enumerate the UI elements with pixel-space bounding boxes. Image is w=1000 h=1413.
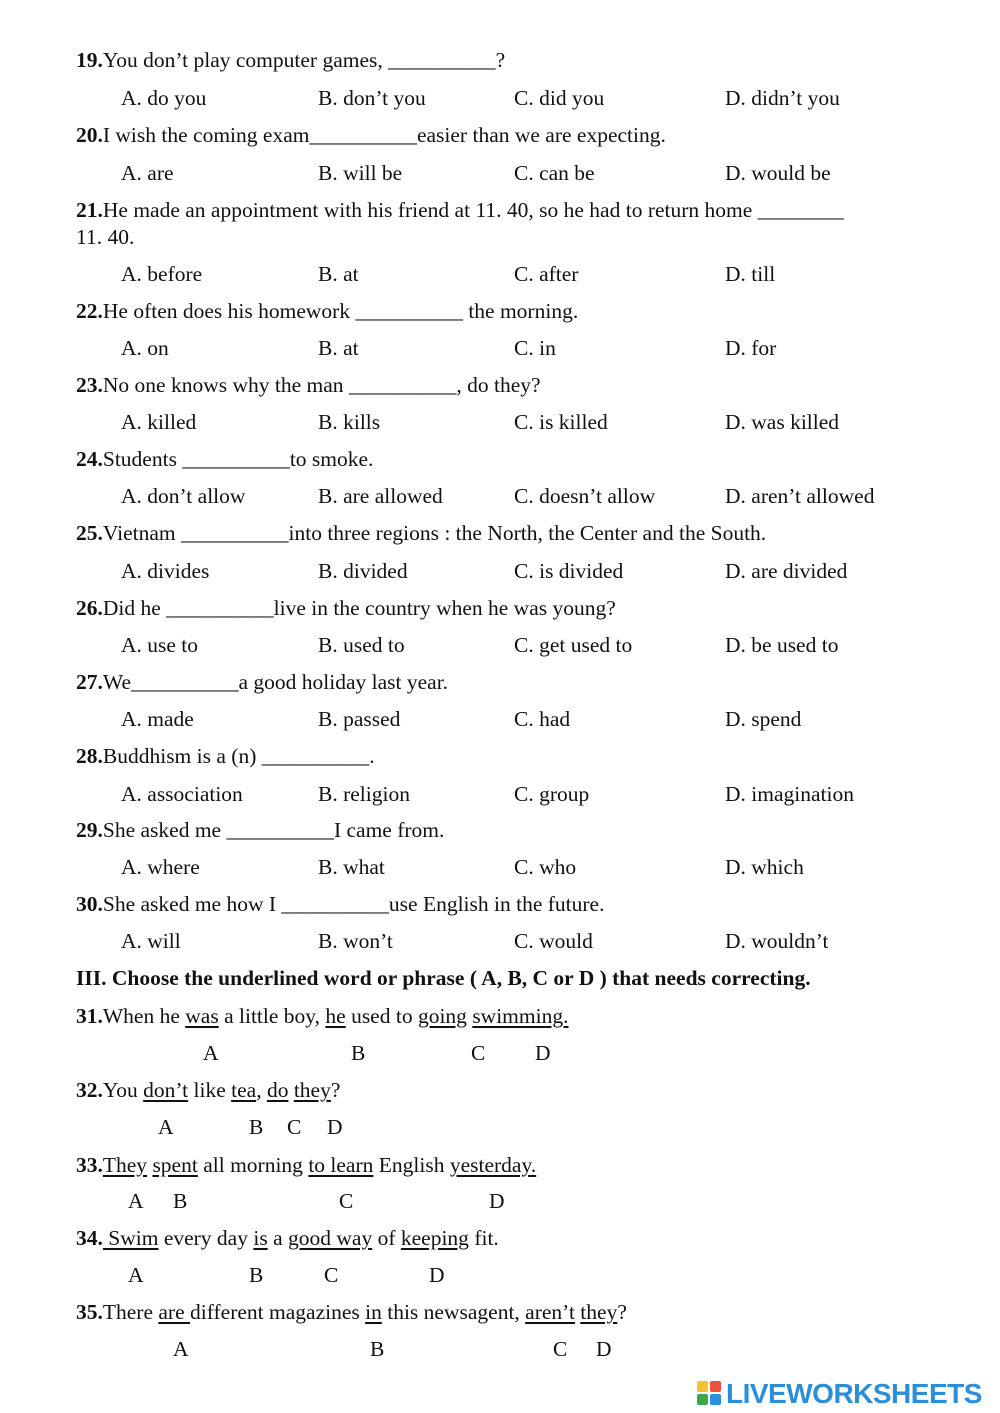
option-a[interactable]: A. use to xyxy=(121,633,199,657)
underlined-phrase[interactable]: in xyxy=(365,1300,382,1324)
underlined-phrase[interactable]: aren’t xyxy=(525,1300,575,1324)
question-21 xyxy=(76,198,844,223)
underlined-phrase[interactable]: swimming. xyxy=(472,1004,569,1028)
sentence-text: fit. xyxy=(468,1226,499,1250)
question-31 xyxy=(76,1004,568,1029)
question-34 xyxy=(76,1226,499,1251)
option-d[interactable]: D. wouldn’t xyxy=(725,929,829,953)
question-stem: We__________a good holiday last year. xyxy=(102,670,449,694)
option-a[interactable]: A. killed xyxy=(121,410,197,434)
label-b[interactable]: B xyxy=(173,1189,188,1213)
label-a[interactable]: A xyxy=(128,1263,144,1287)
label-b[interactable]: B xyxy=(351,1041,366,1065)
question-19 xyxy=(76,48,505,73)
underlined-phrase[interactable]: to learn xyxy=(308,1153,374,1177)
sentence-text: a little boy, xyxy=(218,1004,326,1028)
label-c[interactable]: C xyxy=(339,1189,354,1213)
question-sentence xyxy=(103,1300,627,1324)
option-c[interactable]: C. get used to xyxy=(514,633,633,657)
option-d[interactable]: D. be used to xyxy=(725,633,839,657)
sentence-text: used to xyxy=(345,1004,418,1028)
label-c[interactable]: C xyxy=(324,1263,339,1287)
question-number: 29. xyxy=(76,818,103,842)
question-stem: No one knows why the man __________, do they? xyxy=(102,373,541,397)
option-d[interactable]: D. for xyxy=(725,336,777,360)
question-stem: You don’t play computer games, __________? xyxy=(102,48,506,72)
question-30 xyxy=(76,892,604,917)
question-stem: I wish the coming exam__________easier than we are expecting. xyxy=(102,123,666,147)
question-23 xyxy=(76,373,541,398)
question-sentence xyxy=(103,1004,569,1028)
option-d[interactable]: D. was killed xyxy=(725,410,840,434)
underlined-phrase[interactable]: do xyxy=(266,1078,289,1102)
option-a[interactable]: A. before xyxy=(121,262,203,286)
underlined-phrase[interactable]: They xyxy=(102,1153,148,1177)
question-sentence xyxy=(103,1226,499,1250)
label-b[interactable]: B xyxy=(370,1337,385,1361)
question-stem: She asked me how I __________use English in the future. xyxy=(102,892,605,916)
option-b[interactable]: B. at xyxy=(318,262,359,286)
option-c[interactable]: C. would xyxy=(514,929,593,953)
sentence-text: different magazines xyxy=(190,1300,366,1324)
question-25 xyxy=(76,521,766,546)
option-d[interactable]: D. would be xyxy=(725,161,831,185)
underlined-phrase[interactable]: they xyxy=(293,1078,331,1102)
option-d[interactable]: D. are divided xyxy=(725,559,848,583)
question-number: 23. xyxy=(76,373,103,397)
sentence-text: , xyxy=(256,1078,267,1102)
question-sentence xyxy=(103,1078,341,1102)
logo-text: LIVEWORKSHEETS xyxy=(726,1378,982,1409)
sentence-text: You xyxy=(102,1078,144,1102)
option-a[interactable]: A. are xyxy=(121,161,174,185)
question-stem: He made an appointment with his friend at 11. 40, so he had to return home ________ xyxy=(102,198,844,222)
question-32 xyxy=(76,1078,340,1103)
underlined-phrase[interactable]: was xyxy=(185,1004,219,1028)
option-c[interactable]: C. in xyxy=(514,336,556,360)
question-number: 20. xyxy=(76,123,103,147)
question-number: 33. xyxy=(76,1153,103,1177)
option-d[interactable]: D. till xyxy=(725,262,776,286)
underlined-phrase[interactable]: spent xyxy=(152,1153,198,1177)
option-b[interactable]: B. kills xyxy=(318,410,381,434)
label-d[interactable]: D xyxy=(429,1263,445,1287)
question-stem: Buddhism is a (n) __________. xyxy=(102,744,375,768)
section-heading: III. Choose the underlined word or phrase ( A, B, C or D ) that needs correcting. xyxy=(76,966,811,990)
option-a[interactable]: A. made xyxy=(121,707,194,731)
question-number: 35. xyxy=(76,1300,103,1324)
label-c[interactable]: C xyxy=(287,1115,302,1139)
question-number: 32. xyxy=(76,1078,103,1102)
option-d[interactable]: D. which xyxy=(725,855,804,879)
option-b[interactable]: B. won’t xyxy=(318,929,393,953)
question-stem-continued: 11. 40. xyxy=(76,225,135,249)
underlined-phrase[interactable]: don’t xyxy=(143,1078,189,1102)
logo-grid-icon xyxy=(697,1381,723,1407)
question-number: 28. xyxy=(76,744,103,768)
question-number: 22. xyxy=(76,299,103,323)
sentence-text: of xyxy=(372,1226,401,1250)
underlined-phrase[interactable]: is xyxy=(253,1226,268,1250)
option-a[interactable]: A. don’t allow xyxy=(121,484,246,508)
sentence-text: a xyxy=(267,1226,288,1250)
underlined-phrase[interactable]: he xyxy=(325,1004,346,1028)
question-stem: Did he __________live in the country when he was young? xyxy=(102,596,616,620)
underlined-phrase[interactable]: going xyxy=(417,1004,467,1028)
option-a[interactable]: A. on xyxy=(121,336,169,360)
option-d[interactable]: D. spend xyxy=(725,707,802,731)
label-c[interactable]: C xyxy=(471,1041,486,1065)
question-number: 25. xyxy=(76,521,103,545)
sentence-text: this newsagent, xyxy=(381,1300,526,1324)
question-20 xyxy=(76,123,666,148)
option-a[interactable]: A. divides xyxy=(121,559,210,583)
label-a[interactable]: A xyxy=(158,1115,174,1139)
sentence-text: like xyxy=(188,1078,232,1102)
question-26 xyxy=(76,596,616,621)
liveworksheets-logo xyxy=(697,1378,982,1410)
label-d[interactable]: D xyxy=(596,1337,612,1361)
option-a[interactable]: A. association xyxy=(121,782,243,806)
question-28 xyxy=(76,744,375,769)
sentence-text: When he xyxy=(102,1004,186,1028)
option-d[interactable]: D. imagination xyxy=(725,782,854,806)
label-d[interactable]: D xyxy=(535,1041,551,1065)
question-number: 24. xyxy=(76,447,103,471)
option-d[interactable]: D. didn’t you xyxy=(725,86,840,110)
option-b[interactable]: B. at xyxy=(318,336,359,360)
option-c[interactable]: C. had xyxy=(514,707,571,731)
option-b[interactable]: B. what xyxy=(318,855,385,879)
option-b[interactable]: B. divided xyxy=(318,559,408,583)
underlined-phrase[interactable]: tea xyxy=(231,1078,257,1102)
sentence-text: ? xyxy=(617,1300,627,1324)
option-c[interactable]: C. doesn’t allow xyxy=(514,484,656,508)
label-b[interactable]: B xyxy=(249,1115,264,1139)
option-c[interactable]: C. who xyxy=(514,855,577,879)
question-22 xyxy=(76,299,578,324)
label-a[interactable]: A xyxy=(128,1189,144,1213)
option-b[interactable]: B. passed xyxy=(318,707,401,731)
option-a[interactable]: A. where xyxy=(121,855,200,879)
underlined-phrase[interactable]: yesterday. xyxy=(449,1153,537,1177)
option-c[interactable]: C. did you xyxy=(514,86,605,110)
sentence-text: There xyxy=(102,1300,159,1324)
option-a[interactable]: A. will xyxy=(121,929,181,953)
label-a[interactable]: A xyxy=(173,1337,189,1361)
label-a[interactable]: A xyxy=(203,1041,219,1065)
label-b[interactable]: B xyxy=(249,1263,264,1287)
label-d[interactable]: D xyxy=(327,1115,343,1139)
question-35 xyxy=(76,1300,627,1325)
question-24 xyxy=(76,447,373,472)
label-c[interactable]: C xyxy=(553,1337,568,1361)
underlined-phrase[interactable]: keeping xyxy=(400,1226,469,1250)
option-c[interactable]: C. is killed xyxy=(514,410,608,434)
option-b[interactable]: B. don’t you xyxy=(318,86,426,110)
option-c[interactable]: C. after xyxy=(514,262,579,286)
sentence-text: ? xyxy=(330,1078,341,1102)
option-b[interactable]: B. used to xyxy=(318,633,405,657)
question-stem: Vietnam __________into three regions : the North, the Center and the South. xyxy=(102,521,767,545)
option-a[interactable]: A. do you xyxy=(121,86,207,110)
option-c[interactable]: C. is divided xyxy=(514,559,624,583)
question-29 xyxy=(76,818,444,843)
underlined-phrase[interactable]: they xyxy=(580,1300,618,1324)
question-number: 21. xyxy=(76,198,103,222)
underlined-phrase[interactable]: Swim xyxy=(102,1226,159,1250)
option-c[interactable]: C. can be xyxy=(514,161,595,185)
underlined-phrase[interactable]: are xyxy=(158,1300,191,1324)
question-number: 27. xyxy=(76,670,103,694)
option-b[interactable]: B. religion xyxy=(318,782,410,806)
option-b[interactable]: B. will be xyxy=(318,161,403,185)
question-number: 34. xyxy=(76,1226,103,1250)
question-number: 31. xyxy=(76,1004,103,1028)
question-stem: He often does his homework __________ the morning. xyxy=(102,299,579,323)
question-sentence xyxy=(103,1153,536,1177)
sentence-text: all morning xyxy=(197,1153,309,1177)
question-27 xyxy=(76,670,448,695)
question-number: 19. xyxy=(76,48,103,72)
option-b[interactable]: B. are allowed xyxy=(318,484,443,508)
question-stem: Students __________to smoke. xyxy=(102,447,374,471)
option-c[interactable]: C. group xyxy=(514,782,590,806)
question-number: 26. xyxy=(76,596,103,620)
question-33 xyxy=(76,1153,536,1178)
underlined-phrase[interactable]: good way xyxy=(288,1226,373,1250)
label-d[interactable]: D xyxy=(489,1189,505,1213)
sentence-text: English xyxy=(373,1153,450,1177)
question-stem: She asked me __________I came from. xyxy=(102,818,445,842)
question-number: 30. xyxy=(76,892,103,916)
option-d[interactable]: D. aren’t allowed xyxy=(725,484,875,508)
sentence-text: every day xyxy=(158,1226,254,1250)
